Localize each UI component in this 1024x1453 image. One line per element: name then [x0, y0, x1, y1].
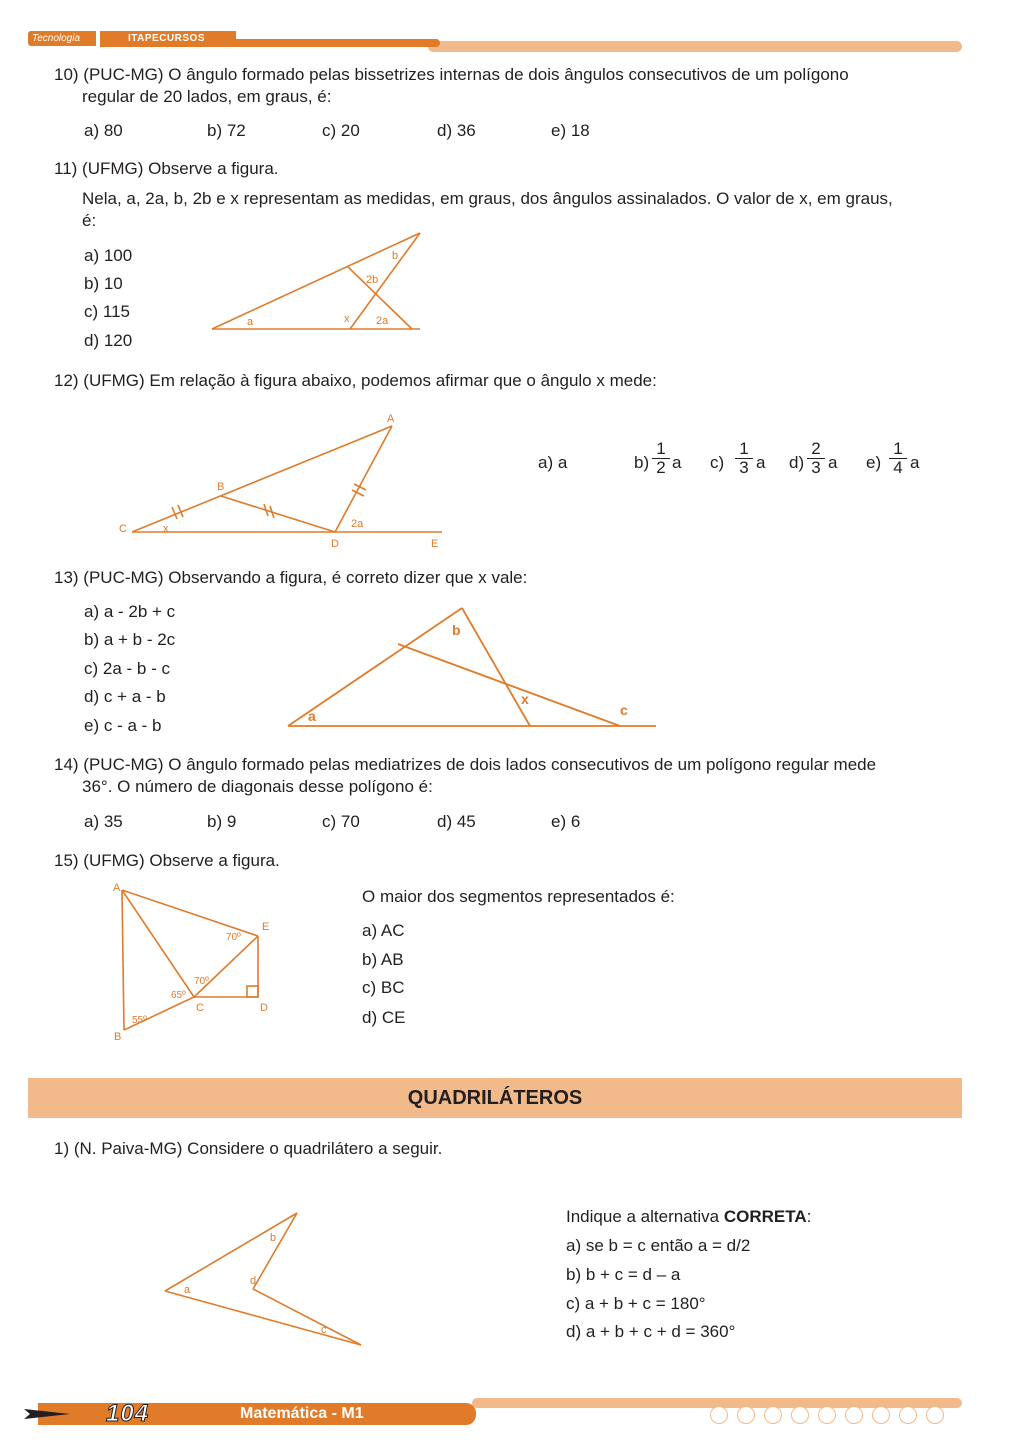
footer-dot — [872, 1406, 890, 1424]
q15-label-A: A — [113, 882, 121, 894]
qd1-option-c: c) a + b + c = 180° — [566, 1294, 706, 1313]
q14-option-b: b) 9 — [207, 812, 237, 831]
q15-label-c70: 70º — [194, 976, 209, 987]
q15-label-E: E — [262, 921, 270, 933]
q14-text-2: 36°. O número de diagonais desse polígono é: — [82, 777, 433, 796]
q12-option-c-var: a — [756, 453, 766, 472]
q12-label-D: D — [331, 538, 339, 550]
q12-label-A: A — [387, 413, 395, 425]
q15-text: 15) (UFMG) Observe a figura. — [54, 851, 280, 870]
arrow-icon — [24, 1406, 70, 1422]
q12-option-b-var: a — [672, 453, 682, 472]
section-title: QUADRILÁTEROS — [28, 1078, 962, 1118]
q10-text: 10) (PUC-MG) O ângulo formado pelas bissetrizes internas de dois ângulos consecutivos de um polígono — [54, 65, 849, 84]
q11-label-x: x — [344, 313, 350, 325]
qd1-option-b: b) b + c = d – a — [566, 1265, 681, 1284]
footer-dot — [845, 1406, 863, 1424]
q15-label-B: B — [114, 1031, 122, 1043]
footer-dot — [899, 1406, 917, 1424]
q12-option-d-var: a — [828, 453, 838, 472]
q13-figure — [280, 600, 660, 730]
page-number: 104 — [106, 1400, 150, 1427]
q11-figure — [200, 225, 440, 340]
q12-option-d-label: d) — [789, 453, 805, 472]
header-brand: ITAPECURSOS — [100, 31, 236, 46]
q12-label-x: x — [163, 523, 169, 535]
q15-label-D: D — [260, 1002, 268, 1014]
q10-option-b: b) 72 — [207, 121, 246, 140]
q12-option-c-fraction — [735, 440, 753, 477]
q13-label-c: c — [620, 702, 628, 718]
q14-option-a: a) 35 — [84, 812, 123, 831]
qd1-label-c: c — [321, 1324, 327, 1336]
q13-text: 13) (PUC-MG) Observando a figura, é correto dizer que x vale: — [54, 568, 528, 587]
q12-b-numerator: 1 — [652, 440, 670, 459]
q11-text: 11) (UFMG) Observe a figura. — [54, 159, 279, 178]
footer-dot — [791, 1406, 809, 1424]
q15-label-c65: 65º — [171, 990, 186, 1001]
q10-option-d: d) 36 — [437, 121, 476, 140]
q12-option-b-fraction — [652, 440, 670, 477]
qd1-label-d: d — [250, 1275, 257, 1287]
q11-option-d: d) 120 — [84, 331, 133, 350]
q14-option-d: d) 45 — [437, 812, 476, 831]
q12-figure — [110, 408, 450, 553]
q15-prompt: O maior dos segmentos representados é: — [362, 887, 675, 906]
qd1-prompt-bold: CORRETA — [723, 1207, 807, 1226]
qd1-text: 1) (N. Paiva-MG) Considere o quadrilátero a seguir. — [54, 1139, 443, 1158]
footer-dot — [926, 1406, 944, 1424]
q12-option-a: a) a — [538, 453, 568, 472]
q11-label-a: a — [247, 316, 254, 328]
q15-option-a: a) AC — [362, 921, 405, 940]
q14-text: 14) (PUC-MG) O ângulo formado pelas mediatrizes de dois lados consecutivos de um polígono regular mede — [54, 755, 877, 774]
header-stripe-light — [428, 41, 962, 52]
qd1-figure — [155, 1205, 370, 1355]
qd1-option-d: d) a + b + c + d = 360° — [566, 1322, 736, 1341]
q13-label-x: x — [521, 691, 529, 707]
q12-b-denominator: 2 — [656, 458, 666, 477]
q12-d-denominator: 3 — [811, 458, 821, 477]
q11-label-b: b — [392, 250, 399, 262]
q12-option-c-label: c) — [710, 453, 725, 472]
q11-text-2: Nela, a, 2a, b, 2b e x representam as medidas, em graus, dos ângulos assinalados. O valor de x, em graus, — [82, 189, 893, 208]
q11-label-2a: 2a — [376, 315, 389, 327]
q15-figure — [108, 880, 278, 1045]
q13-option-b: b) a + b - 2c — [84, 630, 176, 649]
q13-option-e: e) c - a - b — [84, 716, 162, 735]
q12-option-d-fraction — [807, 440, 825, 477]
q12-option-e-fraction — [889, 440, 907, 477]
footer-dot — [737, 1406, 755, 1424]
q15-label-b55: 55º — [132, 1015, 147, 1026]
q14-option-e: e) 6 — [551, 812, 581, 831]
q15-label-e70: 70º — [226, 932, 241, 943]
q12-e-numerator: 1 — [889, 440, 907, 459]
footer-subject: Matemática - M1 — [240, 1405, 364, 1422]
q12-option-e-label: e) — [866, 453, 882, 472]
q15-option-c: c) BC — [362, 978, 405, 997]
qd1-label-a: a — [184, 1284, 191, 1296]
q10-option-a: a) 80 — [84, 121, 123, 140]
q10-option-c: c) 20 — [322, 121, 360, 140]
q12-option-b-label: b) — [634, 453, 650, 472]
qd1-prompt — [566, 1206, 811, 1228]
q14-option-c: c) 70 — [322, 812, 360, 831]
q12-label-C: C — [119, 523, 127, 535]
q13-label-b: b — [452, 622, 461, 638]
q11-option-c: c) 115 — [84, 302, 130, 321]
q13-option-a: a) a - 2b + c — [84, 602, 176, 621]
q12-option-e-var: a — [910, 453, 920, 472]
footer-dot — [710, 1406, 728, 1424]
footer-dot — [764, 1406, 782, 1424]
q13-option-d: d) c + a - b — [84, 687, 166, 706]
qd1-prompt-text: Indique a alternativa — [566, 1207, 720, 1226]
q11-option-a: a) 100 — [84, 246, 133, 265]
q15-option-b: b) AB — [362, 950, 404, 969]
q13-option-c: c) 2a - b - c — [84, 659, 170, 678]
q11-label-2b: 2b — [366, 274, 379, 286]
q13-label-a: a — [308, 708, 316, 724]
q12-c-denominator: 3 — [739, 458, 749, 477]
q12-text: 12) (UFMG) Em relação à figura abaixo, podemos afirmar que o ângulo x mede: — [54, 371, 657, 390]
q12-label-B: B — [217, 481, 225, 493]
header-tag: Tecnologia — [28, 31, 96, 46]
q12-e-denominator: 4 — [893, 458, 903, 477]
q11-text-3: é: — [82, 211, 97, 230]
q12-d-numerator: 2 — [807, 440, 825, 459]
qd1-label-b: b — [270, 1232, 277, 1244]
qd1-option-a: a) se b = c então a = d/2 — [566, 1236, 751, 1255]
q15-option-d: d) CE — [362, 1008, 406, 1027]
q10-text-2: regular de 20 lados, em graus, é: — [82, 87, 332, 106]
qd1-prompt-end: : — [806, 1207, 812, 1226]
q15-label-C: C — [196, 1002, 204, 1014]
q12-label-2a: 2a — [351, 518, 364, 530]
footer-dot — [818, 1406, 836, 1424]
q12-label-E: E — [431, 538, 439, 550]
q11-option-b: b) 10 — [84, 274, 123, 293]
q12-c-numerator: 1 — [735, 440, 753, 459]
q10-option-e: e) 18 — [551, 121, 590, 140]
